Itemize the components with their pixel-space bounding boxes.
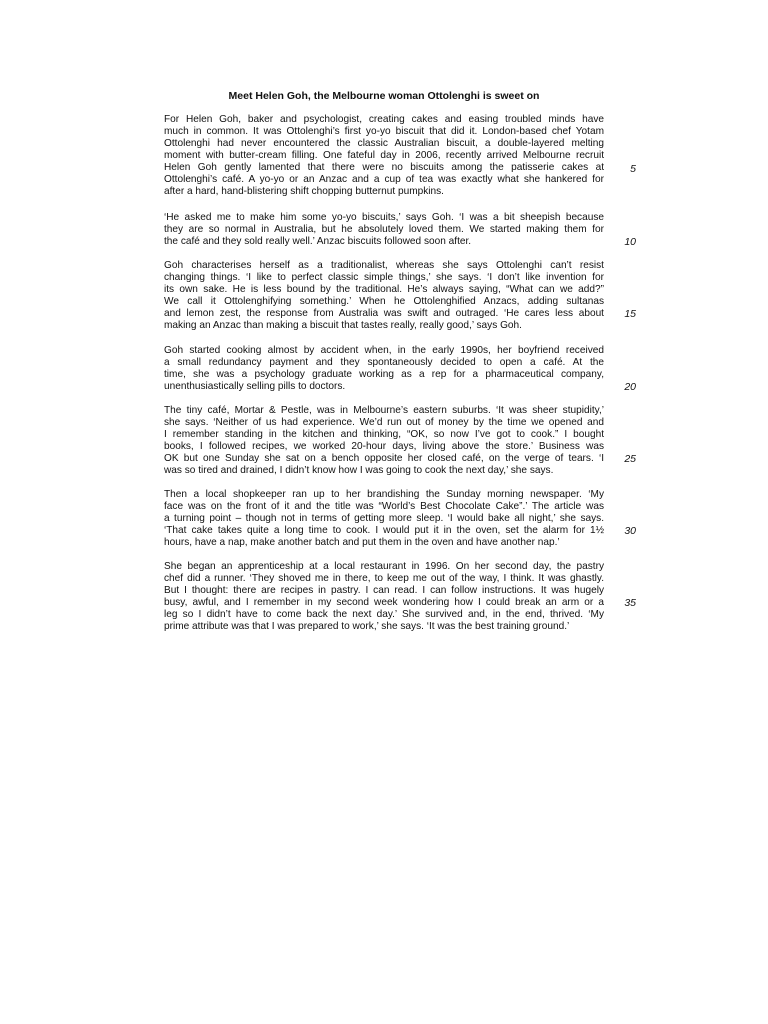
text-line: Helen Goh gently lamented that there were no biscuits among the patisserie cakes at bbox=[164, 162, 604, 173]
text-line: making an Anzac than making a biscuit that tastes really, really good,’ says Goh. bbox=[164, 320, 522, 331]
text-line: unenthusiastically selling pills to doctors. bbox=[164, 381, 346, 392]
text-line: she says. ‘Neither of us had experience. We’d run out of money by the time we opened and bbox=[164, 417, 604, 428]
text-line: ‘That cake takes quite a long time to cook. I would put it in the oven, set the alarm for 1½ bbox=[164, 525, 604, 536]
line-number: 20 bbox=[624, 381, 636, 393]
text-line: its own sake. He is less bound by the traditional. He’s always saying, “What can we add?” bbox=[164, 284, 604, 295]
text-line: Ottolenghi’s café. A yo-yo or an Anzac and a cup of tea was exactly what she hankered for bbox=[164, 174, 604, 185]
text-line: moment with butter-cream filling. One fateful day in 2006, recently arrived Melbourne recruit bbox=[164, 150, 604, 161]
text-line: OK but one Sunday she sat on a bench opposite her closed café, on the verge of tears. ‘I bbox=[164, 453, 604, 464]
paragraph-2 bbox=[164, 212, 604, 248]
text-line: leg so I didn’t have to come back the next day.’ She survived and, in the end, thrived. ‘My bbox=[164, 609, 604, 620]
text-line: For Helen Goh, baker and psychologist, creating cakes and easing troubled minds have bbox=[164, 114, 604, 125]
text-line: a small redundancy payment and they spontaneously decided to open a café. At the bbox=[164, 357, 604, 368]
line-number: 25 bbox=[624, 453, 636, 465]
text-line: Goh characterises herself as a traditionalist, whereas she says Ottolenghi can’t resist bbox=[164, 260, 604, 271]
article-title: Meet Helen Goh, the Melbourne woman Ottolenghi is sweet on bbox=[228, 90, 540, 102]
line-number: 5 bbox=[630, 163, 636, 175]
paragraph-4 bbox=[164, 345, 604, 393]
text-line: face was on the front of it and the title was “World’s Best Chocolate Cake”.’ The article was bbox=[164, 501, 604, 512]
text-line: books, I followed recipes, we worked 20-hour days, living above the store.’ Business was bbox=[164, 441, 604, 452]
text-line: She began an apprenticeship at a local restaurant in 1996. On her second day, the pastry bbox=[164, 561, 604, 572]
text-line: they are so normal in Australia, but he absolutely loved them. We started making them for bbox=[164, 224, 604, 235]
text-line: The tiny café, Mortar & Pestle, was in Melbourne’s eastern suburbs. ‘It was sheer stupidity,’ bbox=[164, 405, 604, 416]
text-line: ‘He asked me to make him some yo-yo biscuits,’ says Goh. ‘I was a bit sheepish because bbox=[164, 212, 604, 223]
text-line: busy, awful, and I remember in my second week wondering how I could break an arm or a bbox=[164, 597, 604, 608]
paragraph-6 bbox=[164, 489, 604, 549]
text-line: the café and they sold really well.’ Anzac biscuits followed soon after. bbox=[164, 236, 472, 247]
line-number: 15 bbox=[624, 308, 636, 320]
text-line: a turning point – though not in terms of getting more sleep. ‘I would bake all night,’ she says. bbox=[164, 513, 604, 524]
text-line: and lemon zest, the response from Australia was swift and outraged. ‘He cares less about bbox=[164, 308, 604, 319]
text-line: hours, have a nap, make another batch and put them in the oven and have another nap.’ bbox=[164, 537, 560, 548]
paragraph-1 bbox=[164, 114, 604, 198]
text-line: chef did a runner. ‘They shoved me in there, to keep me out of the way, I think. It was ghastly. bbox=[164, 573, 604, 584]
text-line: changing things. ‘I like to perfect classic simple things,’ she says. ‘I don’t like invention for bbox=[164, 272, 604, 283]
text-line: But I thought: there are recipes in pastry. I can read. I can follow instructions. It was hugely bbox=[164, 585, 604, 596]
paragraph-7 bbox=[164, 561, 604, 633]
line-number: 35 bbox=[624, 597, 636, 609]
line-number: 10 bbox=[624, 236, 636, 248]
text-line: after a hard, hand-blistering shift chopping butternut pumpkins. bbox=[164, 186, 444, 197]
line-number: 30 bbox=[624, 525, 636, 537]
paragraph-5 bbox=[164, 405, 604, 477]
text-line: I remember standing in the kitchen and thinking, “OK, so now I’ve got to cook.” I bought bbox=[164, 429, 604, 440]
text-line: much in common. It was Ottolenghi’s first yo-yo biscuit that did it. London-based chef Yotam bbox=[164, 126, 604, 137]
text-line: prime attribute was that I was prepared to work,’ she says. ‘It was the best training ground.’ bbox=[164, 621, 570, 632]
text-line: Then a local shopkeeper ran up to her brandishing the Sunday morning newspaper. ‘My bbox=[164, 489, 604, 500]
paragraph-3 bbox=[164, 260, 604, 332]
text-line: We call it Ottolenghifying something.’ When he Ottolenghified Anzacs, adding sultanas bbox=[164, 296, 604, 307]
text-line: Ottolenghi had never encountered the classic Australian biscuit, a double-layered melting bbox=[164, 138, 604, 149]
text-line: time, she was a psychology graduate working as a rep for a pharmaceutical company, bbox=[164, 369, 604, 380]
text-line: Goh started cooking almost by accident when, in the early 1990s, her boyfriend received bbox=[164, 345, 604, 356]
text-line: was so tired and drained, I didn’t know how I was going to cook the next day,’ she says. bbox=[164, 465, 554, 476]
